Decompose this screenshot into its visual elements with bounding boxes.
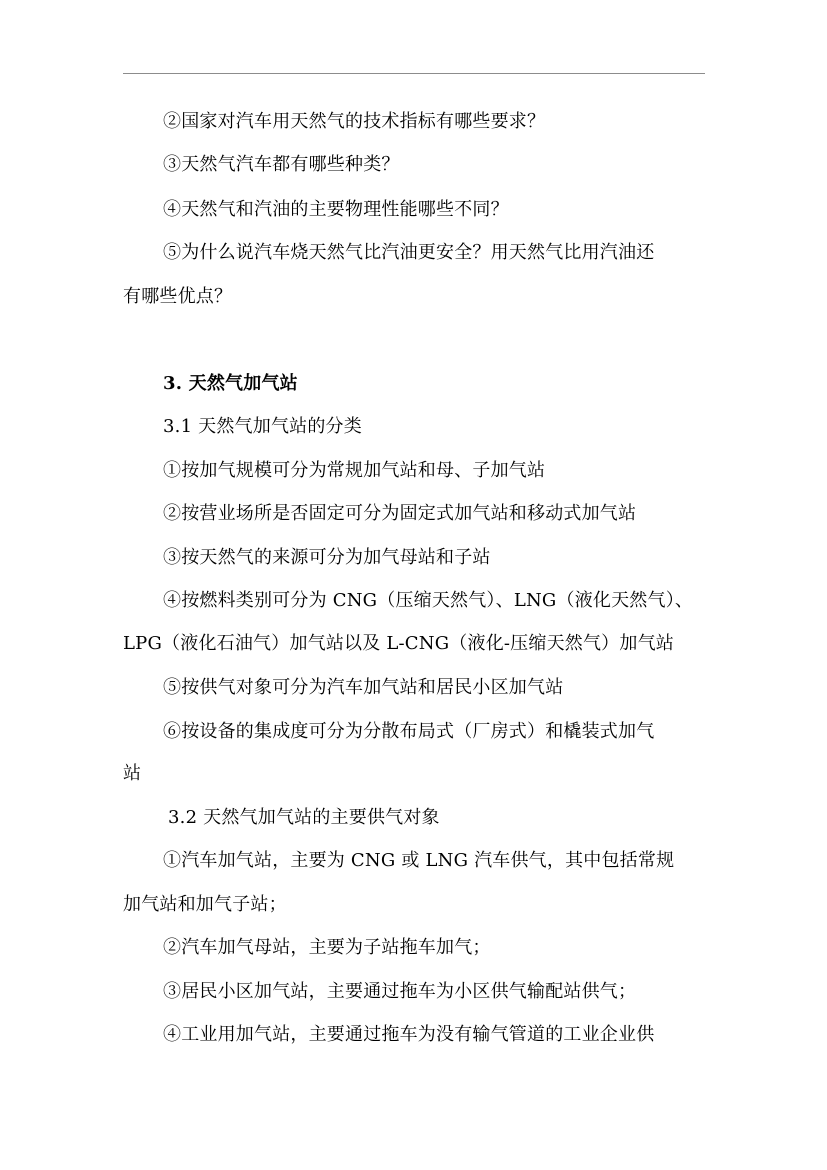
supply-item-3: ③居民小区加气站，主要通过拖车为小区供气输配站供气； [163, 981, 637, 1002]
question-item-2: ②国家对汽车用天然气的技术指标有哪些要求？ [163, 111, 546, 132]
classification-item-3: ③按天然气的来源可分为加气母站和子站 [163, 547, 491, 568]
classification-item-4: ④按燃料类别可分为 CNG（压缩天然气）、LNG（液化天然气）、 [163, 590, 694, 611]
classification-item-5: ⑤按供气对象可分为汽车加气站和居民小区加气站 [163, 677, 564, 698]
classification-item-6-continuation: 站 [123, 763, 142, 784]
section-heading: 3. 天然气加气站 [163, 373, 298, 394]
supply-item-1: ①汽车加气站，主要为 CNG 或 LNG 汽车供气，其中包括常规 [163, 850, 675, 871]
classification-item-2: ②按营业场所是否固定可分为固定式加气站和移动式加气站 [163, 503, 637, 524]
question-item-5-continuation: 有哪些优点？ [123, 286, 233, 307]
classification-item-6: ⑥按设备的集成度可分为分散布局式（厂房式）和橇装式加气 [163, 721, 655, 742]
header-divider [123, 73, 705, 74]
question-item-4: ④天然气和汽油的主要物理性能哪些不同？ [163, 199, 509, 220]
question-item-5: ⑤为什么说汽车烧天然气比汽油更安全？用天然气比用汽油还 [163, 242, 655, 263]
supply-item-4: ④工业用加气站，主要通过拖车为没有输气管道的工业企业供 [163, 1024, 655, 1045]
supply-item-2: ②汽车加气母站，主要为子站拖车加气； [163, 937, 491, 958]
supply-item-1-continuation: 加气站和加气子站； [123, 894, 287, 915]
classification-item-1: ①按加气规模可分为常规加气站和母、子加气站 [163, 460, 546, 481]
subsection-heading-3-1: 3.1 天然气加气站的分类 [163, 416, 362, 437]
question-item-3: ③天然气汽车都有哪些种类？ [163, 154, 400, 175]
classification-item-4-continuation: LPG（液化石油气）加气站以及 L-CNG（液化-压缩天然气）加气站 [123, 633, 674, 654]
subsection-heading-3-2: 3.2 天然气加气站的主要供气对象 [168, 807, 440, 828]
